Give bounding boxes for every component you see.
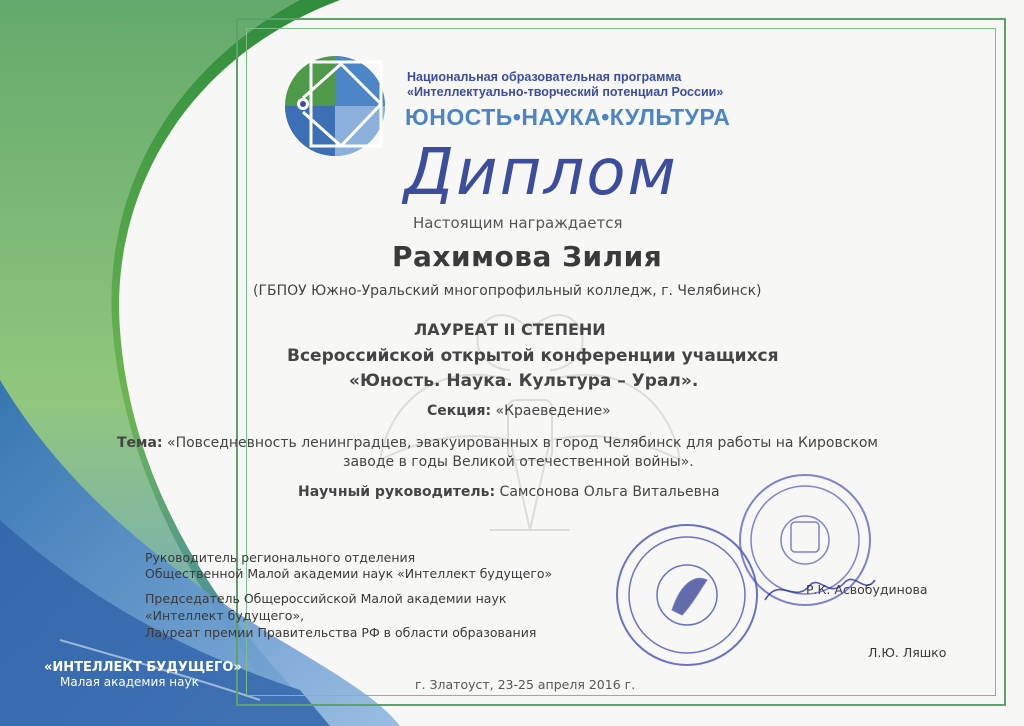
supervisor (298, 484, 720, 500)
sign2-name: Л.Ю. Ляшко (868, 645, 947, 660)
footer-date: г. Златоуст, 23-25 апреля 2016 г. (415, 677, 636, 692)
program-line-2: «Интеллектуально-творческий потенциал России» (407, 85, 724, 99)
section-label: Секция: (427, 403, 492, 419)
brand-title: ЮНОСТЬ•НАУКА•КУЛЬТУРА (405, 104, 731, 130)
sign1-line-1: Руководитель регионального отделения (145, 550, 416, 565)
academy-line-2: Малая академия наук (60, 675, 199, 689)
signature-icon (760, 570, 880, 610)
conference-line-1: Всероссийской открытой конференции учащихся (287, 346, 779, 366)
section (427, 403, 611, 419)
topic-line-1 (117, 435, 878, 451)
topic-value-1: «Повседневность ленинградцев, эвакуированных в город Челябинск для работы на Кировском (167, 435, 878, 451)
topic-line-2: заводе в годы Великой отечественной войны». (343, 454, 694, 470)
conference-line-2: «Юность. Наука. Культура – Урал». (349, 371, 699, 391)
sign1-line-2: Общественной Малой академии наук «Интеллект будущего» (145, 566, 553, 581)
program-logo-icon (281, 54, 393, 158)
section-value: «Краеведение» (495, 403, 611, 419)
awarded-text: Настоящим награждается (413, 214, 623, 232)
sign2-line-1: Председатель Общероссийской Малой академии наук (145, 591, 507, 606)
recipient-name: Рахимова Зилия (392, 240, 663, 273)
sign1-name: Р.К. Асвобудинова (806, 582, 928, 597)
sign2-line-3: Лауреат премии Правительства РФ в области образования (145, 625, 537, 640)
academy-line-1: «ИНТЕЛЛЕКТ БУДУЩЕГО» (44, 660, 242, 675)
supervisor-value: Самсонова Ольга Витальевна (499, 484, 720, 500)
diploma-title: Диплом (404, 136, 678, 210)
institution: (ГБПОУ Южно-Уральский многопрофильный колледж, г. Челябинск) (253, 283, 762, 299)
topic-label: Тема: (117, 435, 163, 451)
award-level: ЛАУРЕАТ II СТЕПЕНИ (414, 320, 606, 339)
program-line-1: Национальная образовательная программа (407, 70, 682, 84)
sign2-line-2: «Интеллект будущего», (145, 608, 305, 623)
supervisor-label: Научный руководитель: (298, 484, 496, 500)
